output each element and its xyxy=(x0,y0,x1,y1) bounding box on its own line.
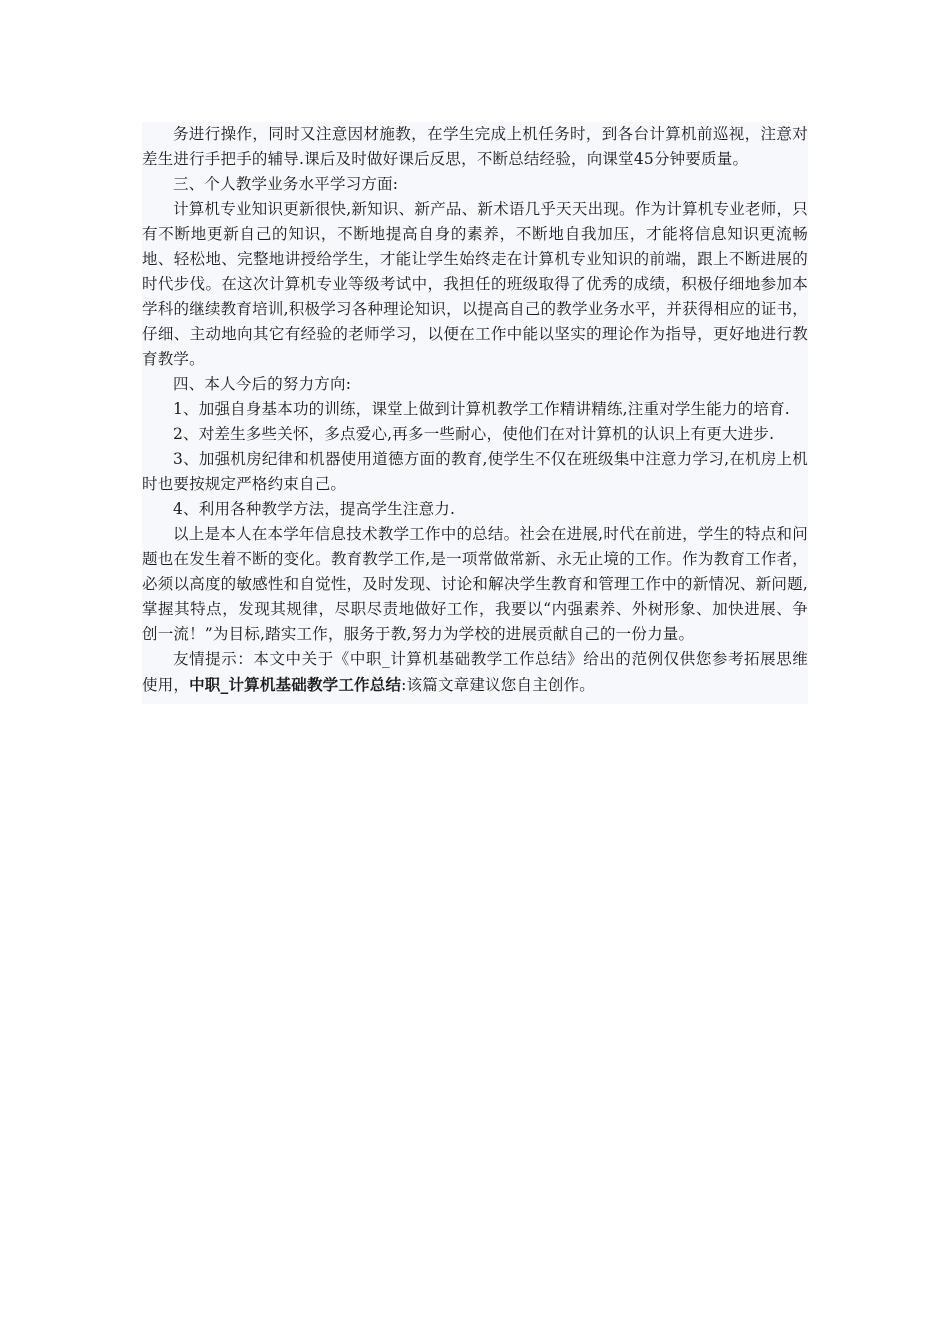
section-heading-3: 三、个人教学业务水平学习方面: xyxy=(173,175,399,193)
tip-bold-title: 中职_计算机基础教学工作总结 xyxy=(189,675,402,694)
list-item-1: 1、加强自身基本功的训练，课堂上做到计算机教学工作精讲精练,注重对学生能力的培育. xyxy=(173,400,790,418)
paragraph-professional-study: 计算机专业知识更新很快,新知识、新产品、新术语几乎天天出现。作为计算机专业老师，只有不断地更新自己的知识，不断地提高自身的素养，不断地自我加压，才能将信息知识更流畅地、轻松地、完整地讲授给学生，才能让学生始终走在计算机专业知识的前端，跟上不断进展的时代步伐。在这次计算机专业等级考试中，我担任的班级取得了优秀的成绩，积极仔细地参加本学科的继续教育培训,积极学习各种理论知识，以提高自己的教学业务水平，并获得相应的证书，仔细、主动地向其它有经验的老师学习，以便在工作中能以坚实的理论作为指导，更好地进行教育教学。 xyxy=(142,200,808,368)
list-item-3: 3、加强机房纪律和机器使用道德方面的教育,使学生不仅在班级集中注意力学习,在机房上机时也要按规定严格约束自己。 xyxy=(142,450,808,493)
tip-suffix: :该篇文章建议您自主创作。 xyxy=(401,676,595,694)
section-heading-4: 四、本人今后的努力方向: xyxy=(173,375,352,393)
friendly-tip xyxy=(142,647,808,698)
paragraph-conclusion: 以上是本人在本学年信息技术教学工作中的总结。社会在进展,时代在前进，学生的特点和问题也在发生着不断的变化。教育教学工作,是一项常做常新、永无止境的工作。作为教育工作者，必须以高度的敏感性和自觉性，及时发现、讨论和解决学生教育和管理工作中的新情况、新问题,掌握其特点，发现其规律，尽职尽责地做好工作，我要以“内强素养、外树形象、加快进展、争创一流！”为目标,踏实工作，服务于教,努力为学校的进展贡献自己的一份力量。 xyxy=(142,525,808,643)
list-item-4: 4、利用各种教学方法，提高学生注意力. xyxy=(173,500,456,518)
document-body xyxy=(142,122,808,704)
paragraph-continuation: 务进行操作，同时又注意因材施教，在学生完成上机任务时，到各台计算机前巡视，注意对差生进行手把手的辅导.课后及时做好课后反思，不断总结经验，向课堂45分钟要质量。 xyxy=(142,125,808,168)
tip-prefix: 友情提示：本文中关于《中职_计算机基础教学工作总结》给出的范例仅供您参考拓展思维使用， xyxy=(142,650,808,694)
list-item-2: 2、对差生多些关怀，多点爱心,再多一些耐心，使他们在对计算机的认识上有更大进步. xyxy=(173,425,775,443)
